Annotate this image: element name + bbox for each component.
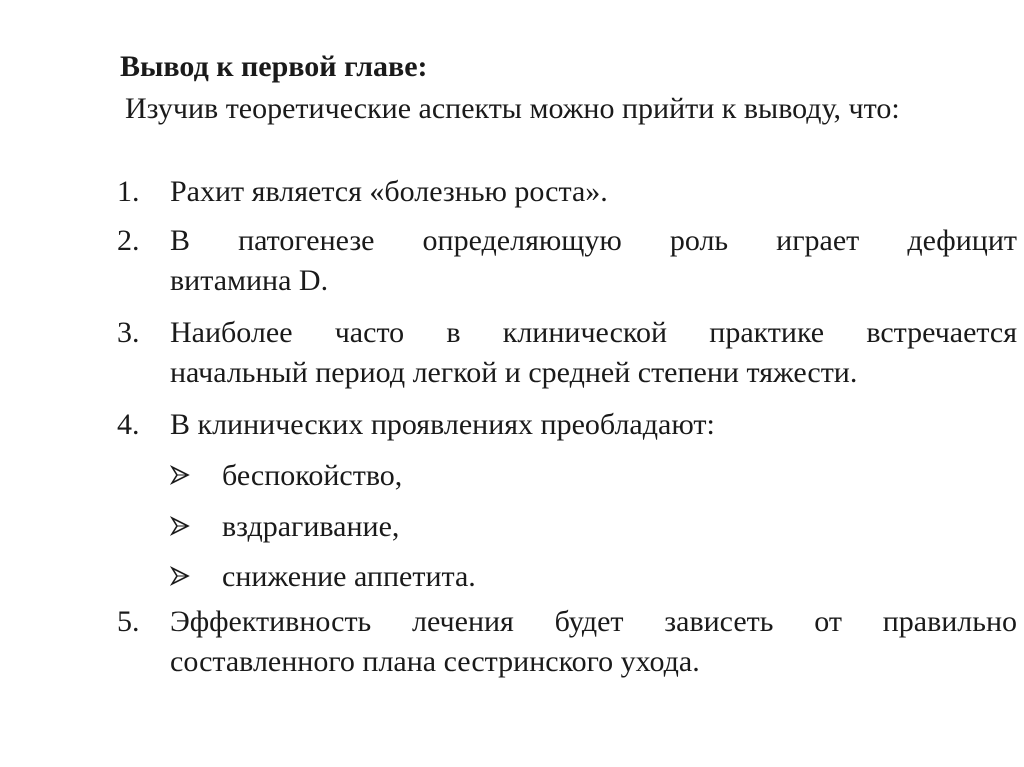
list-item-line: составленного плана сестринского ухода. <box>170 645 700 678</box>
list-item-line: витамина D. <box>170 264 329 297</box>
list-item-number: 5. <box>117 605 140 638</box>
list-item-5 <box>117 602 1017 686</box>
intro-text: Изучив теоретические аспекты можно прийти к выводу, что: <box>125 92 900 125</box>
sub-bullet-text: беспокойство, <box>222 459 403 492</box>
list-item-2 <box>117 221 1017 305</box>
arrowhead-bullet-icon <box>170 465 190 485</box>
list-item-number: 3. <box>117 316 140 349</box>
list-item-number: 1. <box>117 175 140 208</box>
arrowhead-bullet-icon <box>170 516 190 536</box>
list-item-text <box>170 221 1017 301</box>
list-item-text <box>170 313 1017 393</box>
list-item-line: В патогенезе определяющую роль играет дефицит <box>170 224 1017 257</box>
slide-title: Вывод к первой главе: <box>120 50 428 83</box>
list-item-3 <box>117 313 1017 397</box>
arrowhead-bullet-icon <box>170 566 190 586</box>
list-item-line: Эффективность лечения будет зависеть от правильно <box>170 605 1017 638</box>
list-item-line: начальный период легкой и средней степени тяжести. <box>170 356 858 389</box>
list-item-line: Наиболее часто в клинической практике встречается <box>170 316 1017 349</box>
sub-bullet-text: вздрагивание, <box>222 510 400 543</box>
list-item-text: Рахит является «болезнью роста». <box>170 175 608 208</box>
list-item-text: В клинических проявлениях преобладают: <box>170 408 715 441</box>
list-item-number: 4. <box>117 408 140 441</box>
list-item-number: 2. <box>117 224 140 257</box>
list-item-text <box>170 602 1017 682</box>
sub-bullet-text: снижение аппетита. <box>222 560 476 593</box>
